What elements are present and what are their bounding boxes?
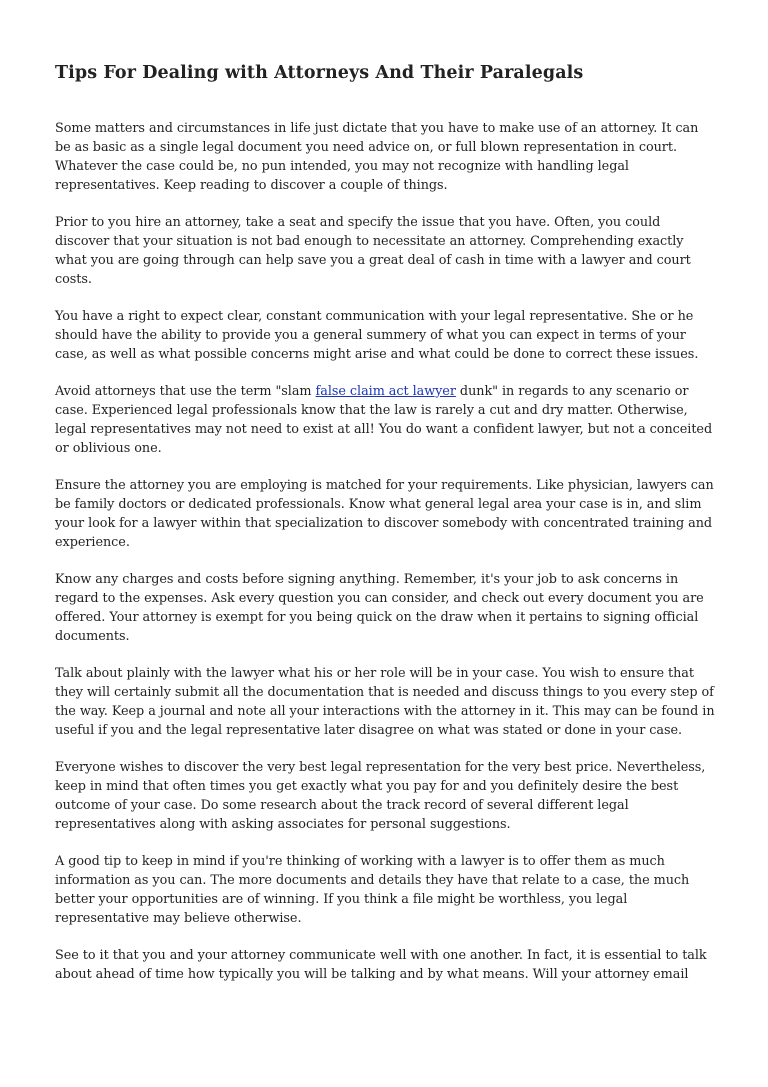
paragraph-9: A good tip to keep in mind if you're thinking of working with a lawyer is to offer them as much information as you can. The more documents and details they have that relate to a case, the much better your opportunities are of winning. If you think a file might be worthless, you legal representative may believe otherwise. <box>55 854 690 926</box>
paragraph-4-text-before: Avoid attorneys that use the term "slam <box>55 384 316 399</box>
paragraph-4 <box>55 382 715 458</box>
paragraph-3: You have a right to expect clear, constant communication with your legal representative. She or he should have the ability to provide you a general summery of what you can expect in terms of your case, as well as what possible concerns might arise and what could be done to correct these issues. <box>55 309 699 362</box>
paragraph-2: Prior to you hire an attorney, take a seat and specify the issue that you have. Often, you could discover that your situation is not bad enough to necessitate an attorney. Comprehending exactly what you are going through can help save you a great deal of cash in time with a lawyer and court costs. <box>55 215 691 287</box>
paragraph-1: Some matters and circumstances in life just dictate that you have to make use of an attorney. It can be as basic as a single legal document you need advice on, or full blown representation in court. Whatever the case could be, no pun intended, you may not recognize with handling legal representatives. Keep reading to discover a couple of things. <box>55 121 699 193</box>
paragraph-6: Know any charges and costs before signing anything. Remember, it's your job to ask concerns in regard to the expenses. Ask every question you can consider, and check out every document you are offered. Your attorney is exempt for you being quick on the draw when it pertains to signing official documents. <box>55 572 704 644</box>
document-title: Tips For Dealing with Attorneys And Their Paralegals <box>55 63 584 83</box>
paragraph-5: Ensure the attorney you are employing is matched for your requirements. Like physician, lawyers can be family doctors or dedicated professionals. Know what general legal area your case is in, and slim your look for a lawyer within that specialization to discover somebody with concentrated training and experience. <box>55 478 714 550</box>
document-page <box>55 58 715 1002</box>
false-claim-act-lawyer-link[interactable]: false claim act lawyer <box>315 384 456 399</box>
paragraph-7: Talk about plainly with the lawyer what his or her role will be in your case. You wish to ensure that they will certainly submit all the documentation that is needed and discuss things to you every step of the way. Keep a journal and note all your interactions with the attorney in it. This may can be found in useful if you and the legal representative later disagree on what was stated or done in your case. <box>55 666 715 738</box>
paragraph-4-text-after: dunk" in regards to any scenario or case. Experienced legal professionals know that the law is rarely a cut and dry matter. Otherwise, legal representatives may not need to exist at all! You do want a confident lawyer, but not a conceited or oblivious one. <box>55 384 713 456</box>
paragraph-8: Everyone wishes to discover the very best legal representation for the very best price. Nevertheless, keep in mind that often times you get exactly what you pay for and you definitely desire the best outcome of your case. Do some research about the track record of several different legal representatives along with asking associates for personal suggestions. <box>55 760 706 832</box>
paragraph-10: See to it that you and your attorney communicate well with one another. In fact, it is essential to talk about ahead of time how typically you will be talking and by what means. Will your attorney email <box>55 948 707 982</box>
